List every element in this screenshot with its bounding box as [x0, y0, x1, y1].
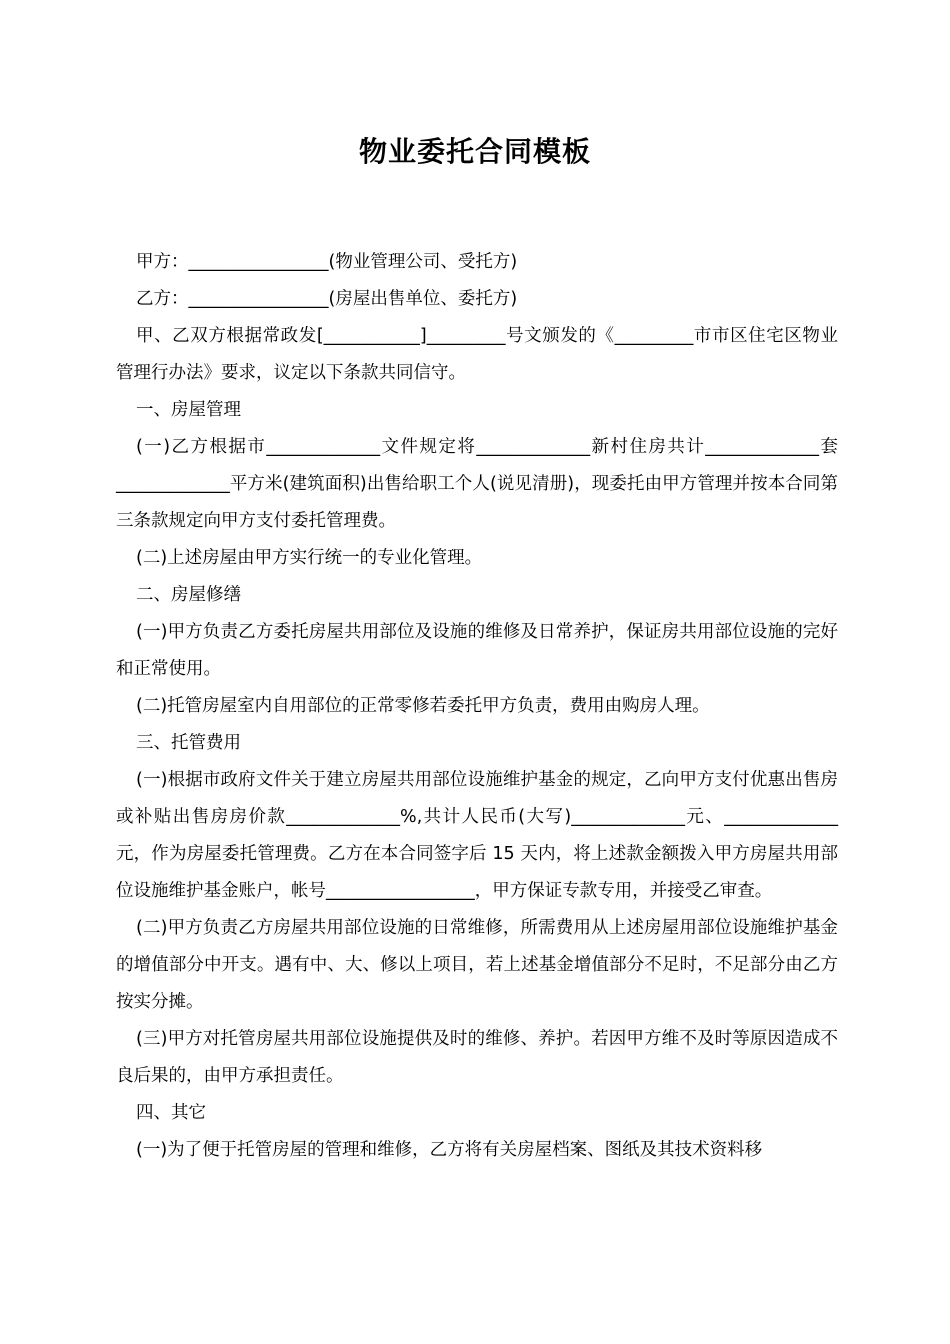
- section-heading-housing-management: 一、房屋管理: [136, 400, 241, 420]
- party-b-line: 乙方：________________(房屋出售单位、委托方): [136, 289, 518, 309]
- preamble-paragraph: 甲、乙双方根据常政发[___________]_________号文颁发的《_________市市区住宅区物业管理行办法》要求，议定以下条款共同信守。: [116, 326, 838, 383]
- clause-3-2: (二)甲方负责乙方房屋共用部位设施的日常维修，所需费用从上述房屋用部位设施维护基金的增值部分中开支。遇有中、大、修以上项目，若上述基金增值部分不足时，不足部分由乙方按实分摊。: [116, 918, 838, 1012]
- section-heading-trust-fees: 三、托管费用: [136, 733, 241, 753]
- party-a-line: 甲方：________________(物业管理公司、受托方): [136, 252, 518, 272]
- clause-3-3: (三)甲方对托管房屋共用部位设施提供及时的维修、养护。若因甲方维不及时等原因造成不良后果的，由甲方承担责任。: [116, 1029, 838, 1086]
- section-heading-other: 四、其它: [136, 1103, 206, 1123]
- section-heading-housing-repair: 二、房屋修缮: [136, 585, 241, 605]
- clause-3-1: (一)根据市政府文件关于建立房屋共用部位设施维护基金的规定，乙向甲方支付优惠出售房或补贴出售房房价款_____________%,共计人民币(大写)_____________元、_____________元，作为房屋委托管理费。乙方在本合同签字后 15 天内，将上述款金额拨入甲方房屋共用部位设施维护基金账户，帐号_________________，甲方保证专款专用，并接受乙审查。: [116, 770, 838, 901]
- clause-4-1: (一)为了便于托管房屋的管理和维修，乙方将有关房屋档案、图纸及其技术资料移: [136, 1140, 763, 1160]
- document-body: [116, 244, 838, 1169]
- clause-1-1: (一)乙方根据市_____________文件规定将_____________新村住房共计_____________套_____________平方米(建筑面积)出售给职工个人(说见清册)，现委托由甲方管理并按本合同第三条款规定向甲方支付委托管理费。: [116, 437, 838, 531]
- document-title: 物业委托合同模板: [358, 135, 591, 168]
- clause-2-2: (二)托管房屋室内自用部位的正常零修若委托甲方负责，费用由购房人理。: [136, 696, 710, 716]
- clause-2-1: (一)甲方负责乙方委托房屋共用部位及设施的维修及日常养护，保证房共用部位设施的完好和正常使用。: [116, 622, 838, 679]
- clause-1-2: (二)上述房屋由甲方实行统一的专业化管理。: [136, 548, 483, 568]
